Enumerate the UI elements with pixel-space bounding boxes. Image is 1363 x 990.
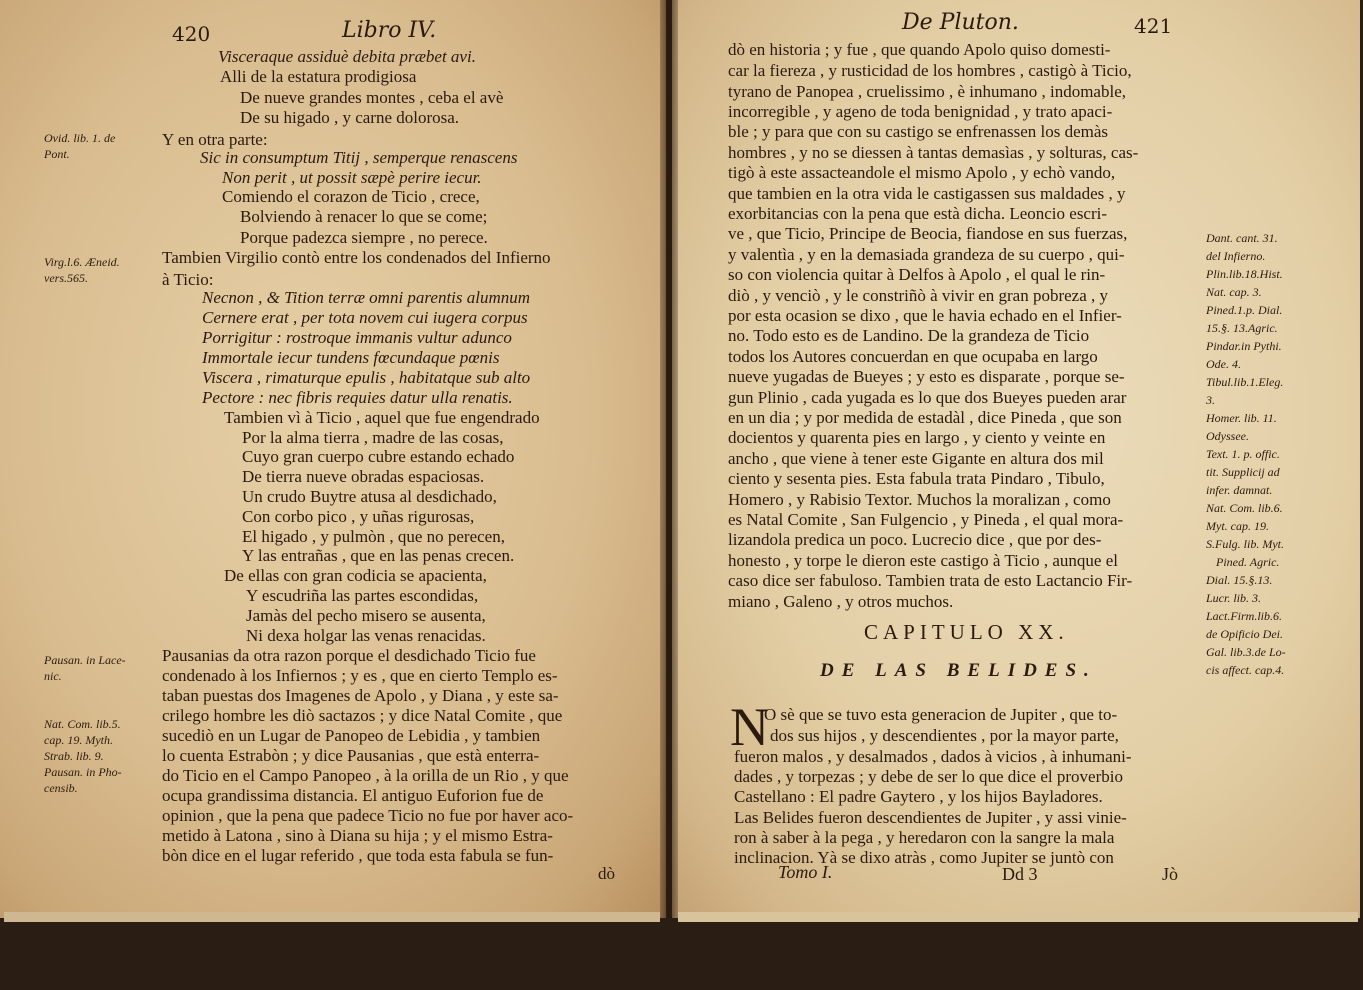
text-line: Comiendo el corazon de Ticio , crece, [222, 187, 480, 206]
text-line: es Natal Comite , San Fulgencio , y Pineda , el qual mora- [728, 510, 1124, 529]
text-line: car la fiereza , y rusticidad de los hombres , castigò à Ticio, [728, 61, 1132, 80]
footer-signature: Dd 3 [1002, 864, 1038, 884]
text-line: Porrigitur : rostroque immanis vultur adunco [202, 328, 512, 347]
marginal-note: infer. damnat. [1206, 483, 1273, 497]
marginal-note: Virg.l.6. Æneid. [44, 255, 120, 269]
marginal-note: Nat. Com. lib.6. [1206, 501, 1283, 515]
marginal-note: vers.565. [44, 271, 88, 285]
marginal-note: Pausan. in Lace- [44, 653, 126, 667]
text-line: ancho , que viene à tener este Gigante en altura dos mil [728, 449, 1104, 468]
text-line: Un crudo Buytre atusa al desdichado, [242, 487, 497, 506]
text-line: tyrano de Panopea , cruelissimo , è inhumano , indomable, [728, 82, 1126, 101]
marginal-note: Ovid. lib. 1. de [44, 131, 116, 145]
marginal-note: Dial. 15.§.13. [1206, 573, 1273, 587]
left-page [0, 0, 666, 918]
right-page-edge [678, 912, 1358, 922]
text-line: bòn dice en el lugar referido , que toda esta fabula se fun- [162, 846, 554, 865]
text-line: dò [598, 864, 615, 883]
marginal-note: de Opificio Dei. [1206, 627, 1283, 641]
text-line: lizandola predica un poco. Lucrecio dice , que por des- [728, 530, 1102, 549]
marginal-note: Gal. lib.3.de Lo- [1206, 645, 1286, 659]
marginal-note: 15.§. 13.Agric. [1206, 321, 1278, 335]
text-line: Con corbo pico , y uñas rigurosas, [242, 507, 475, 526]
text-line: Y en otra parte: [162, 130, 268, 149]
text-line: miano , Galeno , y otros muchos. [728, 592, 954, 611]
marginal-note: cis affect. cap.4. [1206, 663, 1285, 677]
text-line: De nueve grandes montes , ceba el avè [240, 88, 504, 107]
text-line: tigò à este assacteandole el mismo Apolo , y echò vando, [728, 163, 1116, 182]
book-gutter [660, 0, 678, 918]
text-line: Sic in consumptum Titij , semperque renascens [200, 148, 518, 167]
chapter-text-line: O sè que se tuvo esta generacion de Jupiter , que to- [764, 705, 1118, 724]
footer-catchword: Jò [1162, 864, 1179, 884]
marginal-note: Pined.1.p. Dial. [1206, 303, 1283, 317]
marginal-note: Lucr. lib. 3. [1206, 591, 1262, 605]
marginal-note: del Infierno. [1206, 249, 1266, 263]
marginal-note: Plin.lib.18.Hist. [1206, 267, 1283, 281]
text-line: Alli de la estatura prodigiosa [220, 67, 417, 86]
text-line: opinion , que la pena que padece Ticio no fue por haver aco- [162, 806, 574, 825]
marginal-note: Pindar.in Pythi. [1206, 339, 1282, 353]
text-line: taban puestas dos Imagenes de Apolo , y Diana , y este sa- [162, 686, 559, 705]
marginal-note: Ode. 4. [1206, 357, 1241, 371]
text-line: ocupa grandissima distancia. El antiguo Euforion fue de [162, 786, 544, 805]
text-line: Y las entrañas , que en las penas crecen. [242, 546, 515, 565]
text-line: Pausanias da otra razon porque el desdichado Ticio fue [162, 646, 536, 665]
marginal-note: Tibul.lib.1.Eleg. [1206, 375, 1284, 389]
chapter-text-line: dos sus hijos , y descendientes , por la mayor parte, [770, 726, 1119, 745]
text-line: Cuyo gran cuerpo cubre estando echado [242, 447, 515, 466]
marginal-note: Nat. Com. lib.5. [44, 717, 121, 731]
left-page-number: 420 [172, 22, 211, 46]
text-line: en un dia ; y por medida de estadàl , dice Pineda , que son [728, 408, 1122, 427]
text-line: Ni dexa holgar las venas renacidas. [246, 626, 486, 645]
text-line: Viscera , rimaturque epulis , habitatque sub alto [202, 368, 531, 387]
chapter-text-line: ron à saber à la pega , y heredaron con la sangre la mala [734, 828, 1115, 847]
left-page-edge [4, 912, 660, 922]
drop-cap-initial: N [730, 697, 769, 757]
text-line: crilego hombre les diò sactazos ; y dice Natal Comite , que [162, 706, 563, 725]
text-line: nueve yugadas de Bueyes ; y esto es disparate , porque se- [728, 367, 1125, 386]
text-line: incorregible , y ageno de toda benignidad , y trato apaci- [728, 102, 1113, 121]
text-line: Homero , y Rabisio Textor. Muchos la moralizan , como [728, 490, 1111, 509]
marginal-note: cap. 19. Myth. [44, 733, 113, 747]
marginal-note: Homer. lib. 11. [1206, 411, 1277, 425]
chapter-text-line: fueron malos , y desalmados , dados à vicios , à inhumani- [734, 747, 1132, 766]
chapter-title: CAPITULO XX. [864, 620, 1069, 644]
text-line: por esta ocasion se dixo , que le havia echado en el Infier- [728, 306, 1122, 325]
marginal-note: Pausan. in Pho- [44, 765, 122, 779]
text-line: Bolviendo à renacer lo que se come; [240, 207, 488, 226]
text-line: Y escudriña las partes escondidas, [246, 586, 479, 605]
right-running-head: De Pluton. [902, 10, 1019, 35]
marginal-note: Myt. cap. 19. [1206, 519, 1269, 533]
marginal-note: Dant. cant. 31. [1206, 231, 1278, 245]
text-line: Tambien Virgilio contò entre los condenados del Infierno [162, 248, 551, 267]
chapter-text-line: Las Belides fueron descendientes de Jupiter , y assi vinie- [734, 808, 1127, 827]
marginal-note: Pont. [44, 147, 70, 161]
text-line: Porque padezca siempre , no perece. [240, 228, 488, 247]
text-line: so con violencia quitar à Delfos à Apolo , el qual le rin- [728, 265, 1106, 284]
text-line: ve , que Ticio, Principe de Beocia, fiandose en sus fuerzas, [728, 224, 1128, 243]
chapter-subtitle: DE LAS BELIDES. [820, 660, 1097, 681]
text-line: El higado , y pulmòn , que no perecen, [242, 527, 505, 546]
text-line: Non perit , ut possit sæpè perire iecur. [222, 168, 482, 187]
chapter-text-line: dades , y torpezas ; y debe de ser lo que dice el proverbio [734, 767, 1123, 786]
marginal-note: Pined. Agric. [1216, 555, 1280, 569]
text-line: Tambien vì à Ticio , aquel que fue engendrado [224, 408, 540, 427]
chapter-text-line: Castellano : El padre Gaytero , y los hijos Bayladores. [734, 787, 1103, 806]
text-line: hombres , y no se diessen à tantas demasìas , y solturas, cas- [728, 143, 1139, 162]
marginal-note: Strab. lib. 9. [44, 749, 104, 763]
text-line: ciento y sesenta pies. Esta fabula trata Pindaro , Tibulo, [728, 469, 1105, 488]
right-page-number: 421 [1134, 14, 1173, 38]
text-line: Visceraque assiduè debita præbet avi. [218, 47, 476, 66]
text-line: exorbitancias con la pena que està dicha. Leoncio escri- [728, 204, 1108, 223]
text-line: sucediò en un Lugar de Panopeo de Lebidia , y tambien [162, 726, 541, 745]
text-line: De tierra nueve obradas espaciosas. [242, 467, 485, 486]
marginal-note: S.Fulg. lib. Myt. [1206, 537, 1284, 551]
chapter-text-line: inclinacion. Yà se dixo atràs , como Jupiter se juntò con [734, 848, 1114, 867]
text-line: y valentìa , y en la demasiada grandeza de su cuerpo , qui- [728, 245, 1125, 264]
text-line: dò en historia ; y fue , que quando Apolo quiso domesti- [728, 40, 1111, 59]
marginal-note: nic. [44, 669, 62, 683]
text-line: metido à Latona , sino à Diana su hija ; y el mismo Estra- [162, 826, 553, 845]
text-line: caso dice ser fabuloso. Tambien trata de esto Lactancio Fir- [728, 571, 1133, 590]
text-line: condenado à los Infiernos ; y es , que en cierto Templo es- [162, 666, 558, 685]
text-line: De su higado , y carne dolorosa. [240, 108, 460, 127]
text-line: docientos y quarenta pies en largo , y ciento y veinte en [728, 428, 1106, 447]
left-running-head: Libro IV. [342, 18, 437, 43]
text-line: honesto , y torpe le dieron este castigo à Ticio , aunque el [728, 551, 1118, 570]
marginal-note: Odyssee. [1206, 429, 1249, 443]
text-line: diò , y venciò , y le constriñò à vivir en gran pobreza , y [728, 286, 1109, 305]
marginal-note: 3. [1206, 393, 1215, 407]
text-line: gun Plinio , cada yugada es lo que dos Bueyes pueden arar [728, 388, 1127, 407]
text-line: Por la alma tierra , madre de las cosas, [242, 428, 504, 447]
text-line: lo cuenta Estrabòn ; y dice Pausanias , que està enterra- [162, 746, 540, 765]
text-line: Pectore : nec fibris requies datur ulla renatis. [202, 388, 513, 407]
text-line: que tambien en la otra vida le castigassen sus maldades , y [728, 184, 1126, 203]
text-line: Immortale iecur tundens fœcundaque pœnis [202, 348, 500, 367]
text-line: De ellas con gran codicia se apacienta, [224, 566, 487, 585]
marginal-note: censib. [44, 781, 78, 795]
text-line: à Ticio: [162, 270, 214, 289]
marginal-note: tit. Supplicij ad [1206, 465, 1280, 479]
footer-volume: Tomo I. [778, 862, 833, 882]
text-line: Cernere erat , per tota novem cui iugera corpus [202, 308, 528, 327]
text-line: todos los Autores concuerdan en que ocupaba en largo [728, 347, 1098, 366]
marginal-note: Lact.Firm.lib.6. [1206, 609, 1283, 623]
text-line: ble ; y para que con su castigo se enfrenassen los demàs [728, 122, 1109, 141]
right-page [672, 0, 1360, 918]
text-line: no. Todo esto es de Landino. De la grandeza de Ticio [728, 326, 1090, 345]
text-line: Jamàs del pecho misero se ausenta, [246, 606, 486, 625]
marginal-note: Text. 1. p. offic. [1206, 447, 1280, 461]
marginal-note: Nat. cap. 3. [1206, 285, 1262, 299]
text-line: do Ticio en el Campo Panopeo , à la orilla de un Rio , y que [162, 766, 569, 785]
text-line: Necnon , & Tition terræ omni parentis alumnum [202, 288, 531, 307]
